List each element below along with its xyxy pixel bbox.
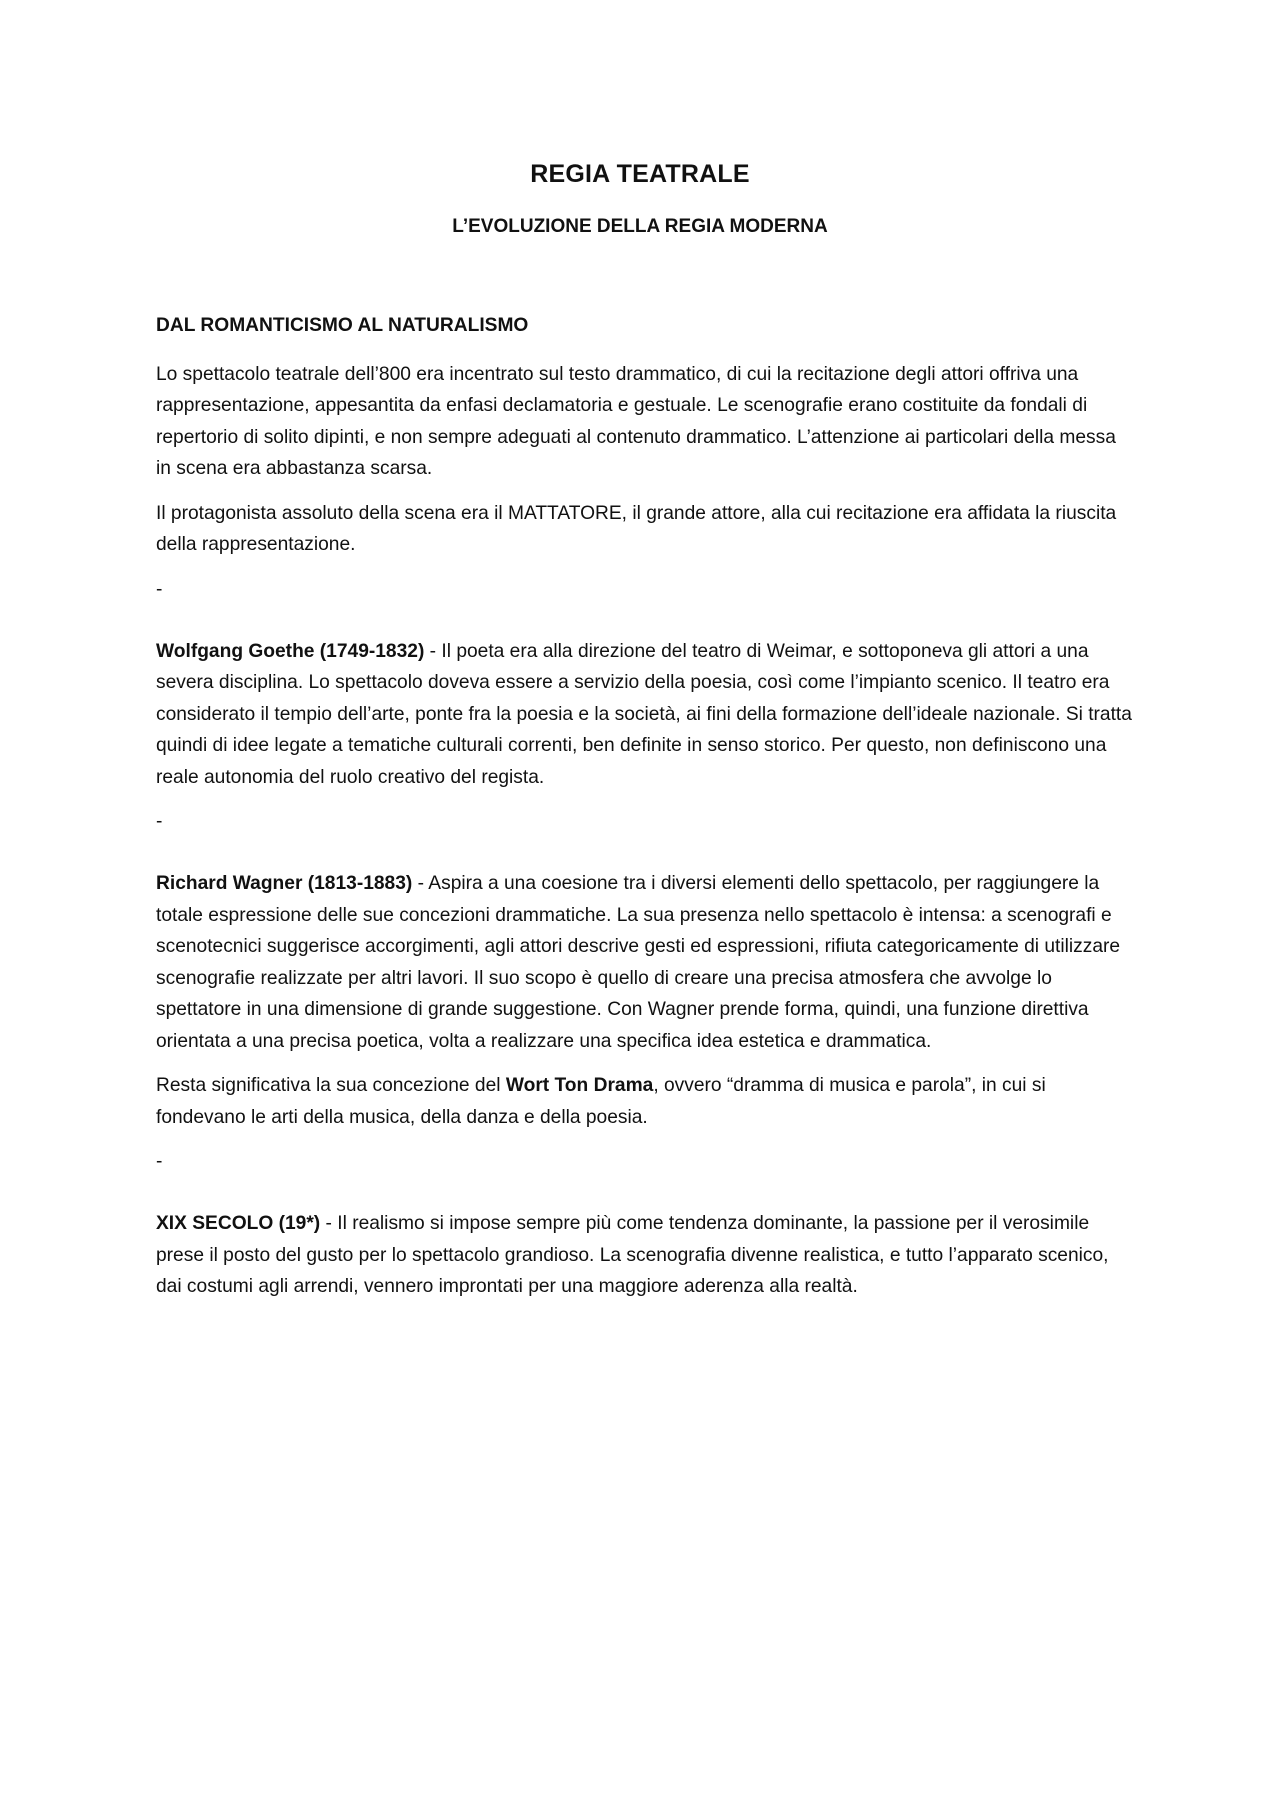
separator-dash: - — [156, 811, 163, 832]
wort-text-before: Resta significativa la sua concezione del — [156, 1075, 506, 1096]
document-title: REGIA TEATRALE — [530, 160, 750, 188]
document-body — [156, 310, 1136, 1316]
section-heading: DAL ROMANTICISMO AL NATURALISMO — [156, 315, 529, 336]
inline-separator: - — [412, 873, 429, 894]
goethe-text: Il poeta era alla direzione del teatro di Weimar, e sottoponeva gli attori a una severa disciplina. Lo spettacolo doveva essere a servizio della poesia, così come l’impianto scenico. Il teatro era considerato il tempio dell’arte, ponte fra la poesia e la società, ai fini della formazione dell’ideale nazionale. Si tratta quindi di idee legate a tematiche culturali correnti, ben definite in senso storico. Per questo, non definiscono una reale autonomia del ruolo creativo del regista. — [156, 640, 1132, 788]
paragraph-mattatore: Il protagonista assoluto della scena era il MATTATORE, il grande attore, alla cui recitazione era affidata la riuscita della rappresentazione. — [156, 502, 1117, 555]
paragraph-wagner — [156, 868, 1136, 1057]
wort-text-after: , ovvero “dramma di musica e parola”, in cui si fondevano le arti della musica, della danza e della poesia. — [156, 1075, 1046, 1128]
paragraph-xix-secolo — [156, 1208, 1136, 1303]
spacer — [156, 1190, 1136, 1208]
xix-text: Il realismo si impose sempre più come tendenza dominante, la passione per il verosimile prese il posto del gusto per lo spettacolo grandioso. La scenografia divenne realistica, e tutto l’apparato scenico, dai costumi agli arrendi, vennero improntati per una maggiore aderenza alla realtà. — [156, 1213, 1109, 1297]
wagner-heading: Richard Wagner (1813-1883) — [156, 873, 413, 894]
paragraph-goethe — [156, 636, 1136, 794]
wort-ton-drama-term: Wort Ton Drama — [505, 1075, 654, 1096]
wagner-text: Aspira a una coesione tra i diversi elementi dello spettacolo, per raggiungere la totale espressione delle sue concezioni drammatiche. La sua presenza nello spettacolo è intensa: a scenografi e scenotecnici suggerisce accorgimenti, agli attori descrive gesti ed espressioni, rifiuta categoricamente di utilizzare scenografie realizzate per altri lavori. Il suo scopo è quello di creare una precisa atmosfera che avvolge lo spettatore in una dimensione di grande suggestione. Con Wagner prende forma, quindi, una funzione direttiva orientata a una precisa poetica, volta a realizzare una specifica idea estetica e drammatica. — [156, 873, 1121, 1052]
inline-separator: - — [320, 1213, 338, 1234]
spacer — [156, 850, 1136, 868]
inline-separator: - — [424, 640, 442, 662]
paragraph-intro: Lo spettacolo teatrale dell’800 era incentrato sul testo drammatico, di cui la recitazione degli attori offriva una rappresentazione, appesantita da enfasi declamatoria e gestuale. Le scenografie erano costituite da fondali di repertorio di solito dipinti, e non sempre adeguati al contenuto drammatico. L’attenzione ai particolari della messa in scena era abbastanza scarsa. — [156, 363, 1116, 479]
goethe-heading: Wolfgang Goethe (1749-1832) — [156, 640, 425, 662]
spacer — [156, 618, 1136, 636]
xix-heading: XIX SECOLO (19*) — [156, 1213, 321, 1234]
separator-dash: - — [156, 1151, 163, 1172]
paragraph-wort-ton-drama — [156, 1070, 1136, 1133]
document-subtitle: L’EVOLUZIONE DELLA REGIA MODERNA — [452, 216, 828, 237]
separator-dash: - — [156, 578, 163, 600]
